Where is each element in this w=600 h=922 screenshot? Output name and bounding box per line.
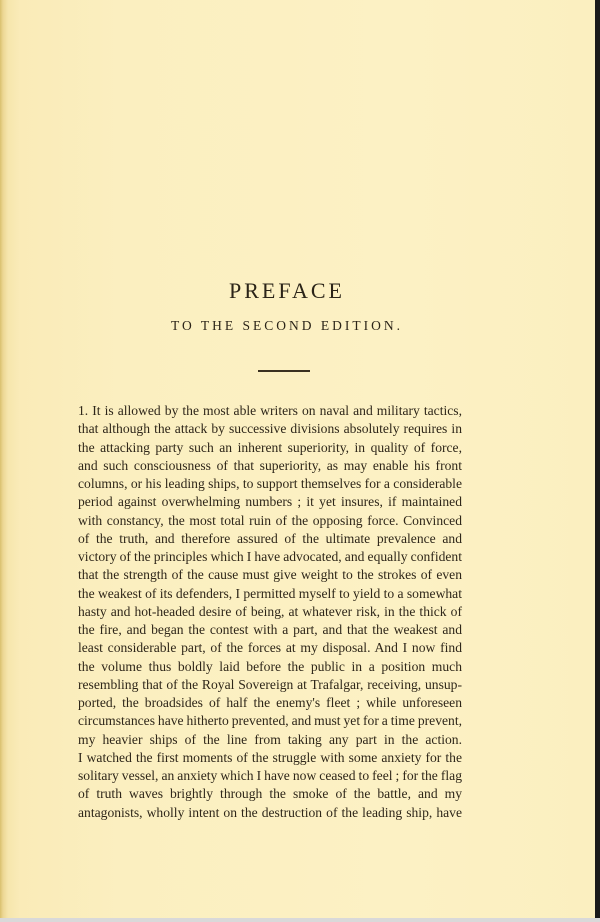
text-line: the weakest of its defenders, I permitted myself to yield to a somewhat <box>78 585 462 601</box>
text-line: the attacking party such an inherent superiority, in quality of force, <box>78 439 462 455</box>
scan-border-right <box>595 0 600 922</box>
text-line: that the strength of the cause must give weight to the strokes of even <box>78 567 462 583</box>
text-line: of truth waves brightly through the smoke of the battle, and my <box>78 786 462 802</box>
title-divider <box>258 370 310 372</box>
text-line: columns, or his leading ships, to support themselves for a considerable <box>78 476 462 491</box>
text-line: period against overwhelming numbers ; it yet insures, if maintained <box>78 494 462 510</box>
text-line: ported, the broadsides of half the enemy's fleet ; while unforeseen <box>78 695 462 710</box>
text-line: the volume thus boldly laid before the public in a position much <box>78 658 462 674</box>
text-line: 1. It is allowed by the most able writers on naval and military tactics, <box>78 403 462 418</box>
preface-paragraph <box>78 402 462 822</box>
text-line: with constancy, the most total ruin of the opposing force. Convinced <box>78 512 462 528</box>
text-line: my heavier ships of the line from taking any part in the action. <box>78 731 462 747</box>
page-subtitle: TO THE SECOND EDITION. <box>171 318 403 333</box>
scan-border-bottom <box>0 918 600 922</box>
text-line: antagonists, wholly intent on the destruction of the leading ship, have <box>78 804 462 820</box>
text-line: hasty and hot-headed desire of being, at whatever risk, in the thick of <box>78 603 462 619</box>
text-line: least considerable part, of the forces at my disposal. And I now find <box>78 640 462 656</box>
text-line: and such consciousness of that superiority, as may enable his front <box>78 457 462 473</box>
text-line: solitary vessel, an anxiety which I have now ceased to feel ; for the flag <box>78 768 462 783</box>
text-line: circumstances have hitherto prevented, and must yet for a time prevent, <box>78 713 462 729</box>
text-line: that although the attack by successive divisions absolutely requires in <box>78 421 462 437</box>
text-line: the fire, and began the contest with a part, and that the weakest and <box>78 622 462 637</box>
page-title: PREFACE <box>229 278 345 303</box>
text-line: I watched the first moments of the struggle with some anxiety for the <box>78 749 462 765</box>
text-line: resembling that of the Royal Sovereign at Trafalgar, receiving, unsup- <box>78 676 462 692</box>
text-line: victory of the principles which I have advocated, and equally confident <box>78 549 462 564</box>
text-line: of the truth, and therefore assured of the ultimate prevalence and <box>78 530 462 546</box>
